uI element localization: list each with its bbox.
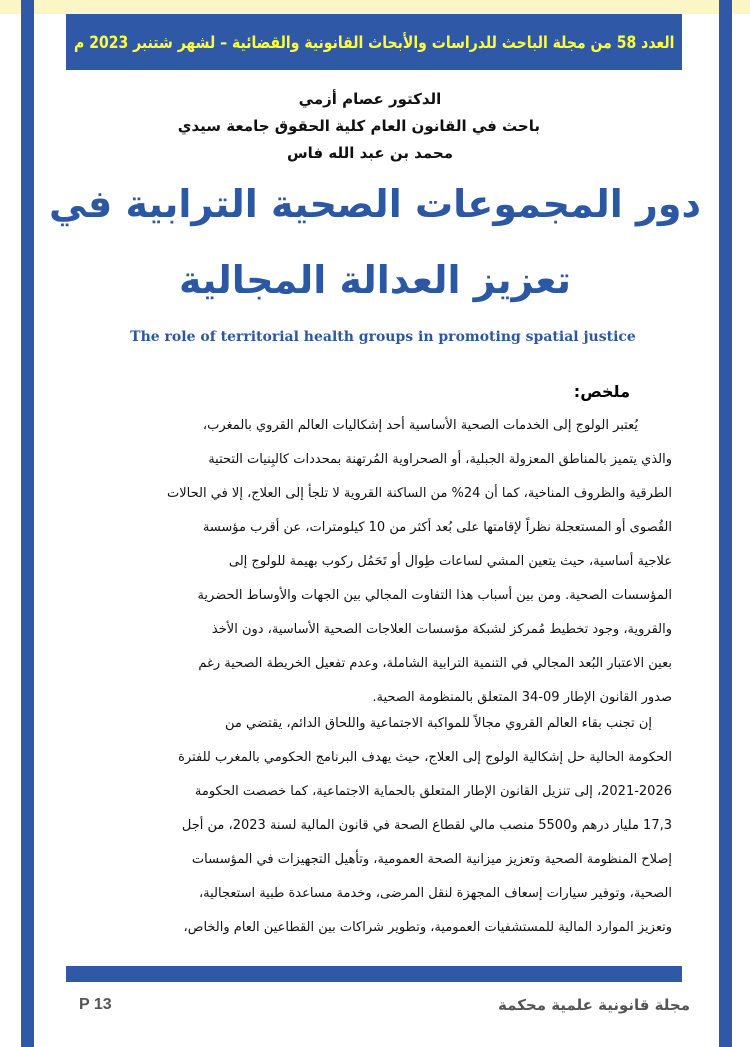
text-line: صدور القانون الإطار 09-34 المتعلق بالمنظومة الصحية. <box>372 690 672 705</box>
text-line: يُعتبر الولوج إلى الخدمات الصحية الأساسية أحد إشكاليات العالم القروي بالمغرب، <box>202 418 638 433</box>
article-title-line2: تعزيز العدالة المجالية <box>178 258 571 302</box>
footer-bar <box>66 966 682 982</box>
top-strip <box>0 0 750 14</box>
author-block <box>177 86 540 167</box>
text-line: بعين الاعتبار البُعد المجالي في التنمية الترابية الشاملة، وعدم تفعيل الخريطة الصحية رغم <box>198 656 672 671</box>
text-line: 17,3 مليار درهم و5500 منصب مالي لقطاع الصحة في قانون المالية لسنة 2023، من أجل <box>181 818 672 833</box>
summary-paragraph-1 <box>66 418 672 718</box>
header-banner <box>66 14 682 70</box>
issue-header: العدد 58 من مجلة الباحث للدراسات والأبحاث القانونية والقضائية – لشهر شتنبر 2023 م <box>73 32 675 52</box>
text-line: إن تجنب بقاء العالم القروي مجالاً للمواكبة الاجتماعية واللحاق الدائم، يقتضي من <box>225 716 652 731</box>
author-name: الدكتور عصام أزمي <box>298 90 442 108</box>
right-border-bar <box>719 0 732 1047</box>
text-line: والقروية، وجود تخطيط مُمركز لشبكة مؤسسات العلاجات الصحية الأساسية، دون الأخذ <box>211 622 672 637</box>
text-line: الطرقية والظروف المناخية، كما أن 24% من الساكنة القروية لا تلجأ إلى العلاج، إلا في الحالات <box>167 486 672 501</box>
text-line: الصحية، وتوفير سيارات إسعاف المجهزة لنقل المرضى، وخدمة مساعدة طبية استعجالية، <box>198 886 672 901</box>
article-title-line1: دور المجموعات الصحية الترابية في <box>48 182 702 226</box>
text-line: 2021-2026، إلى تنزيل القانون الإطار المتعلق بالحماية الاجتماعية، كما خصصت الحكومة <box>194 784 672 799</box>
left-border-bar <box>21 0 34 1047</box>
journal-tagline: مجلة قانونية علمية محكمة <box>498 996 690 1014</box>
author-affiliation-cont: محمد بن عبد الله فاس <box>286 144 454 162</box>
text-line: المؤسسات الصحية. ومن بين أسباب هذا التفاوت المجالي بين الجهات والأوساط الحضرية <box>197 588 672 603</box>
text-line: علاجية أساسية، حيث يتعين المشي لساعات طِوال أو تَحَمُل ركوب بهيمة للولوج إلى <box>228 554 672 569</box>
text-line: والذي يتميز بالمناطق المعزولة الجبلية، أو الصحراوية المُرتهنة بمحددات كالبِنيات التحتية <box>208 452 672 467</box>
article-title-english: The role of territorial health groups in promoting spatial justice <box>130 329 636 345</box>
text-line: إصلاح المنظومة الصحية وتعزيز ميزانية الصحة العمومية، وتأهيل التجهيزات في المؤسسات <box>191 852 672 867</box>
summary-paragraph-2 <box>66 716 672 956</box>
author-affiliation: باحث في القانون العام كلية الحقوق جامعة سيدي <box>177 117 540 135</box>
text-line: القُصوى أو المستعجلة نظراً لإقامتها على بُعد أكثر من 10 كيلومترات، عن أقرب مؤسسة <box>202 520 672 535</box>
text-line: الحكومة الحالية حل إشكالية الولوج إلى العلاج، حيث يهدف البرنامج الحكومي بالمغرب للفترة <box>178 750 672 765</box>
summary-heading: ملخص: <box>573 382 630 401</box>
page-number: P 13 <box>79 996 112 1013</box>
text-line: وتعزيز الموارد المالية للمستشفيات العمومية، وتطوير شراكات بين القطاعين العام والخاص، <box>183 920 672 935</box>
